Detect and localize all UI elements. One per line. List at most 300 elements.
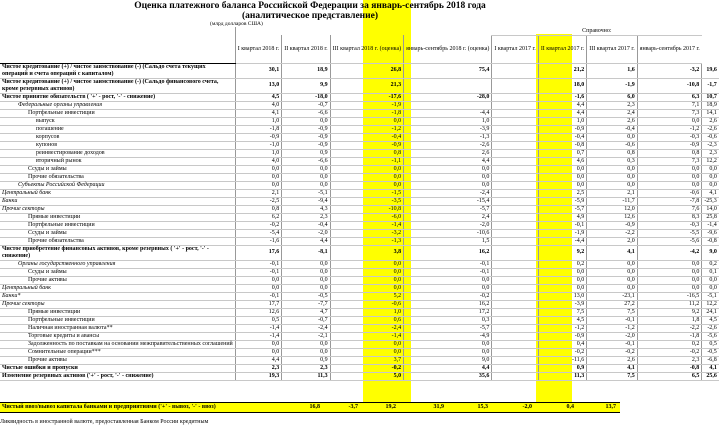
row-value: 4,7: [282, 308, 330, 316]
row-value: -0,9: [637, 141, 702, 149]
spacer-cell: [492, 189, 538, 197]
row-value: -1,6: [538, 93, 586, 101]
row-value: 0,0: [538, 181, 586, 189]
row-value: 0,0: [235, 340, 281, 348]
row-value: 0,0: [282, 117, 330, 125]
row-value: 17,7: [235, 300, 281, 308]
row-value: -1,2: [538, 324, 586, 332]
row-value: 0,0: [282, 173, 330, 181]
spacer-cell: [492, 197, 538, 205]
row-label: Чистое кредитование (+) / чистое заимствование (-) (Сальдо финансового счета, кроме резервных активов): [0, 78, 235, 93]
row-value: 4,6: [538, 157, 586, 165]
row-value: 0,0: [235, 181, 281, 189]
table-row: [0, 308, 719, 316]
row-value: 0,0: [404, 173, 492, 181]
spacer-cell: [492, 292, 538, 300]
row-value: 0,8: [235, 205, 281, 213]
row-value: -5,1: [282, 189, 330, 197]
row-value: -6,6: [282, 109, 330, 117]
row-value: -0,9: [235, 133, 281, 141]
row-value: 0,0: [637, 173, 702, 181]
table-row: [0, 133, 719, 141]
row-value: 24,1: [702, 308, 719, 316]
row-value: 25,8: [702, 213, 719, 221]
row-value: 7,1: [637, 101, 702, 109]
capital-flow-value: -3,7: [348, 404, 358, 410]
col-q3-2018: III квартал 2018 г. (оценка): [330, 35, 404, 63]
row-value: -0,7: [282, 101, 330, 109]
row-value: 75,4: [404, 63, 492, 78]
row-value: -0,9: [282, 133, 330, 141]
row-value: 0,0: [282, 284, 330, 292]
row-value: 0,8: [637, 149, 702, 157]
reference-header: Справочно:: [492, 27, 702, 35]
table-row: [0, 141, 719, 149]
table-row: [0, 292, 719, 300]
table-row: [0, 324, 719, 332]
table-row: [0, 125, 719, 133]
row-value: 0,0: [404, 181, 492, 189]
row-value: 9,0: [702, 245, 719, 260]
row-value: 0,4: [538, 340, 586, 348]
row-value: 4,5: [702, 316, 719, 324]
row-value: 0,0: [637, 165, 702, 173]
row-value: 0,0: [404, 284, 492, 292]
row-value: 6,2: [235, 213, 281, 221]
row-value: 0,0: [587, 284, 637, 292]
table-row: [0, 78, 719, 93]
row-value: 0,0: [637, 284, 702, 292]
row-value: -1,4: [235, 332, 281, 340]
row-value: 0,0: [587, 181, 637, 189]
row-label: Чистое приобретение финансовых активов, кроме резервных ( '+' - рост, '-' - снижение): [0, 245, 235, 260]
row-value: -1,4: [702, 221, 719, 229]
row-value: 0,9: [538, 364, 586, 372]
row-label: Прочие секторы: [0, 300, 235, 308]
row-value: 7,5: [587, 308, 637, 316]
table-row: [0, 284, 719, 292]
row-value: -1,3: [330, 237, 404, 245]
row-value: 0,0: [702, 284, 719, 292]
row-value: -1,1: [330, 157, 404, 165]
row-value: 0,0: [330, 117, 404, 125]
col-ytd-2017: январь-сентябрь 2017 г.: [637, 35, 702, 63]
row-value: -0,9: [538, 125, 586, 133]
row-value: 0,9: [282, 149, 330, 157]
row-value: -2,2: [587, 229, 637, 237]
row-value: 0,8: [587, 149, 637, 157]
row-value: -0,4: [282, 221, 330, 229]
row-value: 0,0: [235, 173, 281, 181]
row-value: -23,1: [587, 292, 637, 300]
spacer-cell: [492, 316, 538, 324]
row-value: 4,4: [404, 157, 492, 165]
row-value: -0,6: [637, 189, 702, 197]
row-value: -4,4: [404, 109, 492, 117]
row-value: -2,0: [587, 332, 637, 340]
row-value: 2,3: [587, 101, 637, 109]
row-value: 7,3: [637, 109, 702, 117]
row-value: 19,3: [235, 372, 281, 380]
row-value: 27,2: [587, 300, 637, 308]
row-value: -3,2: [637, 63, 702, 78]
row-value: 4,1: [702, 189, 719, 197]
row-value: -2,0: [282, 229, 330, 237]
spacer-cell: [492, 340, 538, 348]
table-row: [0, 356, 719, 364]
row-value: -0,9: [538, 332, 586, 340]
table-row: [0, 173, 719, 181]
row-value: 6,5: [637, 372, 702, 380]
row-value: 0,2: [538, 260, 586, 268]
table-row: [0, 276, 719, 284]
row-value: 4,4: [538, 101, 586, 109]
row-value: 5,0: [330, 372, 404, 380]
row-value: 4,0: [235, 101, 281, 109]
spacer-cell: [492, 332, 538, 340]
table-row: [0, 364, 719, 372]
row-value: -1,4: [235, 324, 281, 332]
row-value: 0,0: [282, 165, 330, 173]
row-value: 0,9: [282, 356, 330, 364]
row-value: 0,0: [330, 165, 404, 173]
row-value: -0,8: [637, 364, 702, 372]
row-value: 12,2: [702, 300, 719, 308]
table-row: [0, 348, 719, 356]
row-value: 0,0: [637, 276, 702, 284]
row-value: 1,8: [637, 316, 702, 324]
row-value: 1,0: [538, 117, 586, 125]
row-value: 18,9: [702, 101, 719, 109]
row-value: -10,6: [404, 229, 492, 237]
row-label: Центральный банк: [0, 189, 235, 197]
row-value: 0,0: [404, 348, 492, 356]
row-label: реинвестирование доходов: [0, 149, 235, 157]
spacer-cell: [492, 237, 538, 245]
row-value: 11,3: [282, 372, 330, 380]
row-value: -2,3: [702, 141, 719, 149]
row-label: Субъекты Российской Федерации: [0, 181, 235, 189]
row-value: 0,3: [587, 157, 637, 165]
row-label: Прочие активы: [0, 356, 235, 364]
row-value: 0,0: [235, 276, 281, 284]
table-row: [0, 197, 719, 205]
row-value: 12,0: [587, 205, 637, 213]
table-row: [0, 205, 719, 213]
table-row: [0, 260, 719, 268]
row-value: 0,0: [330, 181, 404, 189]
row-value: -0,8: [538, 141, 586, 149]
row-value: 2,3: [637, 356, 702, 364]
row-value: 0,0: [587, 173, 637, 181]
capital-flow-value: -2,0: [522, 404, 532, 410]
row-value: -1,4: [330, 221, 404, 229]
row-value: 0,0: [702, 165, 719, 173]
row-value: -0,1: [404, 268, 492, 276]
capital-flow-row: [0, 402, 620, 413]
col-q1-2018: I квартал 2018 г.: [235, 35, 281, 63]
row-value: 4,4: [235, 356, 281, 364]
row-value: -0,2: [404, 292, 492, 300]
row-value: 2,6: [587, 356, 637, 364]
row-value: -16,5: [637, 292, 702, 300]
row-value: 0,0: [538, 276, 586, 284]
row-value: -0,2: [235, 221, 281, 229]
row-value: 0,0: [282, 340, 330, 348]
row-value: 4,4: [404, 364, 492, 372]
spacer-cell: [492, 300, 538, 308]
row-value: 1,0: [235, 149, 281, 157]
row-value: 25,6: [702, 372, 719, 380]
row-value: 9,2: [538, 245, 586, 260]
spacer-cell: [492, 109, 538, 117]
row-value: 2,3: [702, 149, 719, 157]
row-value: 2,4: [404, 213, 492, 221]
title-line-2: (аналитическое представление): [241, 11, 379, 21]
row-value: -1,9: [538, 229, 586, 237]
table-row: [0, 316, 719, 324]
row-value: -2,4: [330, 324, 404, 332]
table-row: [0, 221, 719, 229]
row-value: -0,1: [235, 260, 281, 268]
table-row: [0, 372, 719, 380]
row-value: 5,2: [330, 292, 404, 300]
row-value: -5,6: [702, 332, 719, 340]
row-value: 2,4: [587, 109, 637, 117]
spacer-cell: [492, 141, 538, 149]
row-value: -1,0: [235, 141, 281, 149]
row-label: Чистое кредитование (+) / чистое заимствование (-) (Сальдо счета текущих операций и счета операций с капиталом): [0, 63, 235, 78]
row-value: -0,9: [587, 221, 637, 229]
row-value: -1,2: [637, 125, 702, 133]
spacer-cell: [492, 157, 538, 165]
row-label: Центральный банк: [0, 284, 235, 292]
row-label: Портфельные инвестиции: [0, 316, 235, 324]
row-value: 7,5: [538, 308, 586, 316]
col-q2-2017: II квартал 2017 г.: [538, 35, 586, 63]
row-value: 0,0: [235, 284, 281, 292]
row-value: -4,4: [538, 237, 586, 245]
row-value: -5,7: [404, 324, 492, 332]
row-value: 14,0: [702, 205, 719, 213]
spacer-cell: [492, 356, 538, 364]
row-value: -10,8: [330, 205, 404, 213]
table-row: [0, 340, 719, 348]
row-value: 4,0: [235, 157, 281, 165]
row-value: 4,4: [538, 109, 586, 117]
row-value: -0,4: [330, 133, 404, 141]
row-label: Ссуды и займы: [0, 229, 235, 237]
row-value: -0,9: [282, 125, 330, 133]
row-label: Прочие обязательства: [0, 237, 235, 245]
row-value: 0,0: [587, 260, 637, 268]
spacer-cell: [492, 276, 538, 284]
table-row: [0, 93, 719, 101]
row-value: -1,6: [235, 237, 281, 245]
row-label: Наличная иностранная валюта**: [0, 324, 235, 332]
row-value: -2,6: [404, 141, 492, 149]
row-value: -25,3: [702, 197, 719, 205]
row-value: -28,0: [404, 93, 492, 101]
row-label: Прочие секторы: [0, 205, 235, 213]
units-note: (млрд долларов США): [210, 21, 263, 27]
row-value: -2,4: [404, 189, 492, 197]
table-row: [0, 117, 719, 125]
row-value: 12,2: [702, 157, 719, 165]
spacer-cell: [492, 324, 538, 332]
row-value: -1,8: [330, 109, 404, 117]
row-label: Чистые ошибки и пропуски: [0, 364, 235, 372]
row-value: 7,3: [637, 157, 702, 165]
row-value: -1,7: [702, 78, 719, 93]
table-row: [0, 101, 719, 109]
row-value: 4,5: [235, 93, 281, 101]
row-value: 0,0: [538, 173, 586, 181]
row-value: -2,0: [404, 221, 492, 229]
row-value: 0,0: [637, 260, 702, 268]
table-row: [0, 181, 719, 189]
row-value: -5,1: [702, 292, 719, 300]
row-value: 0,8: [330, 149, 404, 157]
row-value: -7,7: [282, 300, 330, 308]
table-row: [0, 149, 719, 157]
col-q2-2018: II квартал 2018 г.: [282, 35, 330, 63]
row-value: -2,2: [637, 324, 702, 332]
row-label: Портфельные инвестиции: [0, 109, 235, 117]
row-value: 0,0: [282, 276, 330, 284]
row-value: -17,6: [330, 93, 404, 101]
row-value: 0,0: [587, 268, 637, 276]
row-value: 4,1: [235, 109, 281, 117]
row-value: 3,8: [330, 245, 404, 260]
row-value: 2,5: [538, 189, 586, 197]
row-value: -1,8: [235, 125, 281, 133]
spacer-cell: [492, 229, 538, 237]
table-row: [0, 245, 719, 260]
spacer-cell: [492, 245, 538, 260]
row-value: 0,0: [702, 181, 719, 189]
row-value: 1,0: [330, 308, 404, 316]
row-value: -2,5: [235, 197, 281, 205]
row-value: 2,6: [587, 117, 637, 125]
row-value: -0,9: [282, 141, 330, 149]
row-label: Органы государственного управления: [0, 260, 235, 268]
row-value: 0,0: [330, 260, 404, 268]
row-value: -5,5: [637, 229, 702, 237]
spacer-cell: [492, 93, 538, 101]
spacer-cell: [492, 364, 538, 372]
spacer-cell: [492, 181, 538, 189]
row-value: 1,6: [587, 63, 637, 78]
row-value: 4,5: [538, 316, 586, 324]
row-value: -0,5: [702, 348, 719, 356]
row-value: -11,7: [587, 197, 637, 205]
row-value: -11,6: [538, 356, 586, 364]
row-value: 16,2: [404, 245, 492, 260]
row-value: 30,1: [235, 63, 281, 78]
row-value: 0,7: [538, 149, 586, 157]
capital-flow-value: 0,4: [566, 404, 574, 410]
row-value: 17,2: [404, 308, 492, 316]
row-value: -4,2: [637, 245, 702, 260]
row-value: 4,4: [282, 237, 330, 245]
row-value: -8,1: [282, 245, 330, 260]
row-value: 0,6: [330, 316, 404, 324]
row-label: корпусов: [0, 133, 235, 141]
row-value: 4,1: [587, 245, 637, 260]
row-label: Ссуды и займы: [0, 165, 235, 173]
row-value: 0,0: [330, 284, 404, 292]
row-value: -0,1: [587, 316, 637, 324]
row-value: -3,5: [330, 197, 404, 205]
row-value: -0,4: [538, 133, 586, 141]
row-value: 0,2: [637, 340, 702, 348]
row-value: 4,9: [538, 213, 586, 221]
row-value: 1,0: [235, 117, 281, 125]
table-row: [0, 237, 719, 245]
row-value: 0,0: [538, 268, 586, 276]
col-q3-2017: III квартал 2017 г.: [587, 35, 637, 63]
row-value: 2,3: [235, 364, 281, 372]
row-value: 2,3: [282, 364, 330, 372]
row-value: 2,6: [404, 149, 492, 157]
spacer-cell: [492, 165, 538, 173]
row-value: -0,3: [637, 133, 702, 141]
row-value: 35,6: [404, 372, 492, 380]
row-label: погашение: [0, 125, 235, 133]
row-value: [404, 78, 492, 93]
row-label: выпуск: [0, 117, 235, 125]
spacer-cell: [492, 260, 538, 268]
row-value: -3,9: [404, 125, 492, 133]
row-label: Банки*: [0, 292, 235, 300]
capital-flow-value: 31,9: [433, 404, 444, 410]
table-row: [0, 213, 719, 221]
row-value: -9,4: [282, 197, 330, 205]
spacer-cell: [492, 133, 538, 141]
row-value: -1,3: [404, 133, 492, 141]
row-value: 0,0: [330, 340, 404, 348]
row-value: 2,3: [282, 213, 330, 221]
row-value: 18,9: [282, 63, 330, 78]
row-value: -1,2: [330, 125, 404, 133]
row-value: 0,0: [404, 165, 492, 173]
capital-flow-value: 16,8: [309, 404, 320, 410]
row-value: -1,5: [330, 189, 404, 197]
row-value: -15,4: [404, 197, 492, 205]
row-value: -2,4: [282, 324, 330, 332]
row-value: 0,0: [637, 181, 702, 189]
row-value: 4,1: [702, 364, 719, 372]
row-value: 2,1: [587, 189, 637, 197]
table-row: [0, 332, 719, 340]
row-value: 14,1: [702, 109, 719, 117]
row-value: -10,8: [637, 78, 702, 93]
row-value: 11,2: [637, 300, 702, 308]
row-value: 21,3: [330, 78, 404, 93]
row-value: 7,5: [587, 372, 637, 380]
row-value: -0,1: [538, 221, 586, 229]
col-q1-2017: I квартал 2017 г.: [492, 35, 538, 63]
capital-flow-value: 13,7: [605, 404, 616, 410]
row-value: -0,8: [702, 237, 719, 245]
row-value: -6,0: [330, 213, 404, 221]
row-label: Прочие активы: [0, 276, 235, 284]
table-row: [0, 268, 719, 276]
row-value: 0,0: [235, 165, 281, 173]
row-label: Прочие обязательства: [0, 173, 235, 181]
row-value: -0,2: [538, 348, 586, 356]
